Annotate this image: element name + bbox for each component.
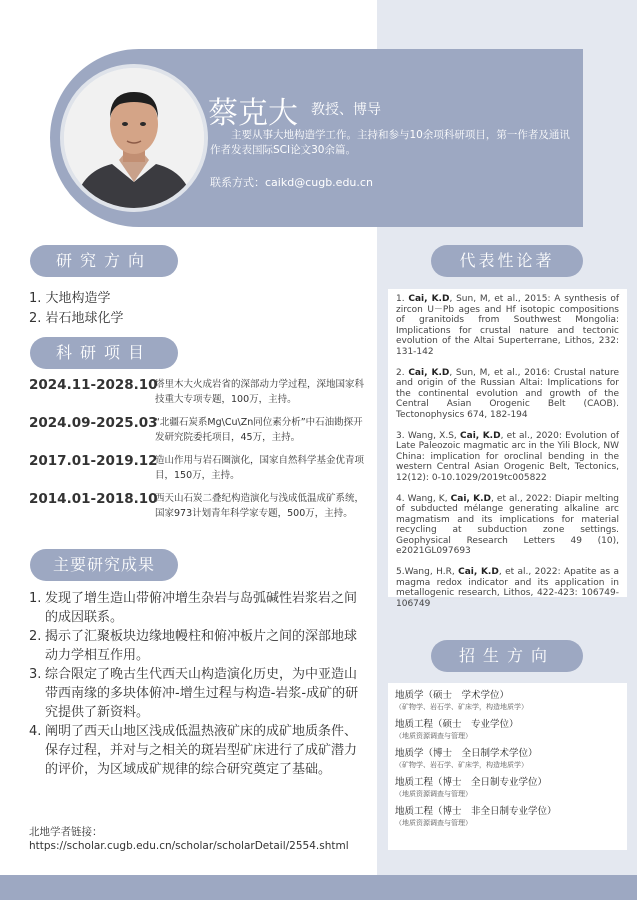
achievement-number: 1.: [29, 591, 42, 606]
achievement-number: 3.: [29, 667, 42, 682]
paper-prefix: 4. Wang, K,: [396, 493, 451, 504]
achievements-list: [29, 589, 369, 779]
achievement-text: 综合限定了晚古生代西天山构造演化历史，为中亚造山带西南缘的多块体俯冲-增生过程与构造-岩浆-成矿的研究提供了新资料。: [45, 667, 359, 720]
enroll-section-heading: 招生方向: [431, 640, 583, 672]
project-date: 2017.01-2019.12: [29, 453, 158, 469]
enroll-field: （矿物学、岩石学、矿床学，构造地质学）: [395, 703, 528, 711]
paper-item: [396, 494, 619, 557]
project-desc: 西天山石炭二叠纪构造演化与浅成低温成矿系统，国家973计划青年科学家专题，500万，主持。: [155, 493, 365, 519]
profile-intro: 主要从事大地构造学工作。主持和参与10余项科研项目，第一作者及通讯作者发表国际SCI论文30余篇。: [210, 129, 570, 156]
scholar-label: 北地学者链接：: [29, 826, 103, 838]
research-item: 1. 大地构造学: [29, 291, 111, 306]
achievement-number: 2.: [29, 629, 42, 644]
paper-author: Cai, K.D: [408, 294, 450, 304]
paper-text: , et al., 2022: Apatite as a magma redox indicator and its application in metallogenic research, Lithos, 422-423: 106749-106749: [396, 567, 619, 609]
achievement-text: 发现了增生造山带俯冲增生杂岩与岛弧碱性岩浆岩之间的成因联系。: [45, 591, 358, 625]
enroll-field: （矿物学、岩石学、矿床学，构造地质学）: [395, 761, 528, 769]
enroll-field: （地质资源调查与管理）: [395, 819, 472, 827]
enroll-field: （地质资源调查与管理）: [395, 732, 472, 740]
portrait-image: [64, 68, 204, 208]
paper-author: Cai, K.D: [408, 367, 450, 378]
paper-prefix: 2.: [396, 367, 409, 378]
enroll-degree: 地质学（硕士 学术学位）: [395, 690, 510, 701]
top-band: [0, 0, 377, 18]
enroll-item: [395, 689, 620, 712]
papers-section-heading: 代表性论著: [431, 245, 583, 277]
project-date: 2024.11-2028.10: [29, 377, 158, 393]
enroll-item: [395, 776, 620, 799]
achievement-number: 4.: [29, 724, 42, 739]
paper-author: Cai, K.D: [450, 493, 492, 504]
profile-name: 蔡克大: [208, 96, 298, 131]
achievement-text: 揭示了汇聚板块边缘地幔柱和俯冲板片之间的深部地球动力学相互作用。: [45, 629, 358, 663]
research-section-heading: 研究方向: [30, 245, 178, 277]
enroll-degree: 地质学（博士 全日制学术学位）: [395, 748, 538, 759]
enroll-panel: [388, 683, 627, 850]
paper-item: [396, 567, 619, 609]
enroll-degree: 地质工程（硕士 专业学位）: [395, 719, 519, 730]
enroll-degree: 地质工程（博士 全日制专业学位）: [395, 777, 548, 788]
enroll-field: （地质资源调查与管理）: [395, 790, 472, 798]
achievement-item: [29, 665, 369, 722]
paper-author: Cai, K.D: [460, 430, 501, 441]
papers-panel: [388, 289, 627, 609]
projects-section-heading: 科研项目: [30, 337, 178, 369]
paper-prefix: 1.: [396, 294, 409, 304]
research-list: [29, 289, 124, 329]
paper-item: [396, 431, 619, 484]
achievements-section-heading: 主要研究成果: [30, 549, 178, 581]
profile-photo: [60, 64, 208, 212]
paper-prefix: 5.Wang, H.R,: [396, 567, 459, 577]
project-desc: “北疆石炭系Mg\Cu\Zn同位素分析”中石油勘探开发研究院委托项目，45万，主持。: [155, 417, 363, 443]
footer-bar: [0, 875, 637, 900]
paper-item: [396, 294, 619, 357]
achievement-item: [29, 589, 369, 627]
profile-title: 教授、博导: [311, 102, 381, 118]
enroll-item: [395, 805, 620, 828]
achievement-item: [29, 722, 369, 779]
project-desc: 塔里木大火成岩省的深部动力学过程，深地国家科技重大专项专题，100万，主持。: [155, 379, 365, 405]
paper-prefix: 3. Wang, X.S,: [396, 430, 461, 441]
achievement-item: [29, 627, 369, 665]
paper-item: [396, 368, 619, 421]
paper-author: Cai, K.D: [458, 567, 499, 577]
paper-text: , Sun, M, et al., 2015: A synthesis of zircon U－Pb ages and Hf isotopic compositions of granitoids from Southwest Mongolia: Implications for crustal nature and tectonic evolution of the Altai Superterrane, Lithos, 232: 131-142: [396, 294, 619, 357]
scholar-link[interactable]: https://scholar.cugb.edu.cn/scholar/scholarDetail/2554.shtml: [29, 840, 349, 852]
enroll-item: [395, 718, 620, 741]
project-date: 2014.01-2018.10: [29, 491, 158, 507]
project-desc: 造山作用与岩石圈演化，国家自然科学基金优青项目，150万，主持。: [155, 455, 365, 481]
paper-text: , et al., 2022: Diapir melting of subducted mélange generating alkaline arc magmatism and its implications for material recycling at subduction zone settings. Geophysical Research Letters 49 (10), e2021GL097693: [396, 493, 619, 556]
achievement-text: 阐明了西天山地区浅成低温热液矿床的成矿地质条件、保存过程，并对与之相关的斑岩型矿床进行了成矿潜力的评价，为区域成矿规律的综合研究奠定了基础。: [45, 724, 358, 777]
project-date: 2024.09-2025.03: [29, 415, 158, 431]
paper-text: , Sun, M, et al., 2016: Crustal nature and origin of the Russian Altai: Implications for the continental evolution and growth of the Central Asian Orogenic Belt (CAOB). Tectonophysics 674, 182-194: [396, 367, 619, 420]
contact-info[interactable]: 联系方式：caikd@cugb.edu.cn: [210, 176, 373, 189]
paper-text: , et al., 2020: Evolution of Late Paleozoic magmatic arc in the Yili Block, NW China: implication for oroclinal bending in the western Central Asian Orogenic Belt, Tectonics, 12(12): 0-10.1029/2019tc005822: [396, 430, 619, 483]
enroll-degree: 地质工程（博士 非全日制专业学位）: [395, 806, 557, 817]
enroll-item: [395, 747, 620, 770]
research-item: 2. 岩石地球化学: [29, 311, 124, 326]
